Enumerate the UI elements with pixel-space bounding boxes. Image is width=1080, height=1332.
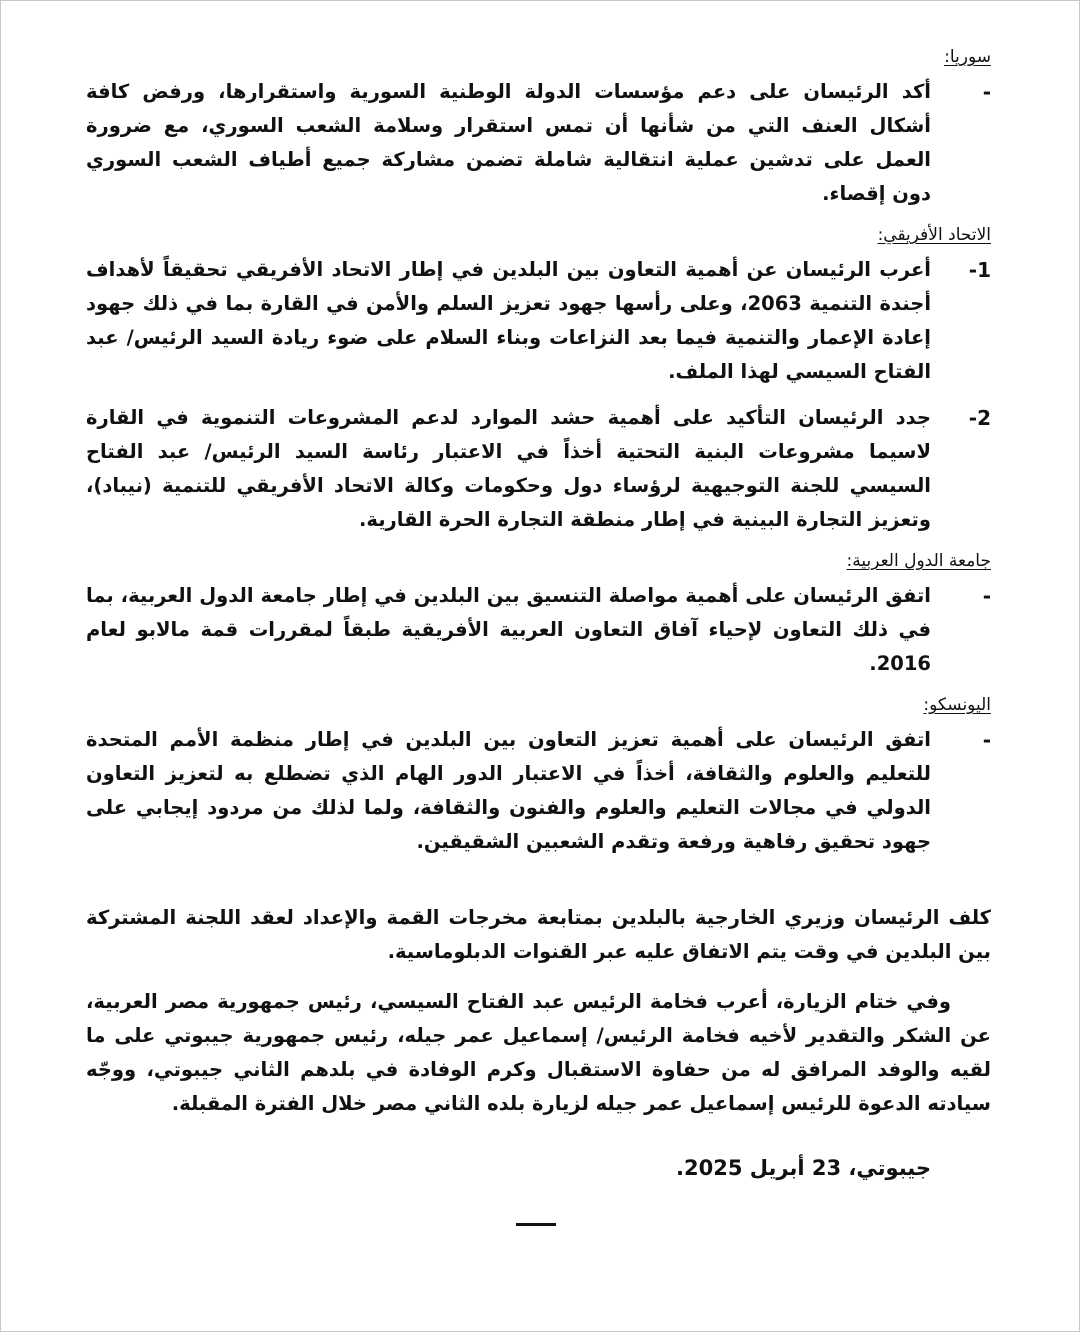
list-item-text: أكد الرئيسان على دعم مؤسسات الدولة الوطنية السورية واستقرارها، ورفض كافة أشكال العنف التي من شأنها أن تمس استقرار وسلامة الشعب السوري، مع ضرورة العمل على تدشين عملية انتقالية شاملة تضمن مشاركة جميع أطياف الشعب السوري دون إقصاء. (86, 80, 931, 205)
list-item-text: أعرب الرئيسان عن أهمية التعاون بين البلدين في إطار الاتحاد الأفريقي تحقيقاً لأهداف أجندة التنمية 2063، وعلى رأسها جهود تعزيز السلم والأمن في القارة بما في ذلك جهود إعادة الإعمار والتنمية فيما بعد النزاعات وبناء السلام على ضوء ريادة السيد الرئيس/ عبد الفتاح السيسي لهذا الملف. (86, 258, 931, 383)
list-item (86, 723, 991, 859)
list-marker: 1- (968, 258, 991, 282)
section-heading: اليونسكو: (923, 695, 991, 715)
closing-paragraph: وفي ختام الزيارة، أعرب فخامة الرئيس عبد الفتاح السيسي، رئيس جمهورية مصر العربية، عن الشكر والتقدير لأخيه فخامة الرئيس/ إسماعيل عمر جيله، رئيس جمهورية جيبوتي على ما لقيه والوفد المرافق له من حفاوة الاستقبال وكرم الوفادة في بلدهم الثاني جيبوتي، ووجّه سيادته الدعوة للرئيس إسماعيل عمر جيله لزيارة بلده الثاني مصر خلال الفترة المقبلة. (86, 990, 991, 1115)
list-item (86, 75, 991, 211)
section-syria (86, 45, 991, 211)
list-item (86, 579, 991, 681)
list-marker: 2- (968, 406, 991, 430)
list-marker: - (982, 584, 991, 608)
section-african-union (86, 223, 991, 537)
date-line: جيبوتي، 23 أبريل 2025. (676, 1156, 931, 1180)
section-arab-league (86, 549, 991, 681)
list-item-text: اتفق الرئيسان على أهمية مواصلة التنسيق بين البلدين في إطار جامعة الدول العربية، بما في ذلك التعاون لإحياء آفاق التعاون العربية الأفريقية طبقاً لمقررات قمة مالابو لعام 2016. (86, 584, 931, 675)
list-item-text: جدد الرئيسان التأكيد على أهمية حشد الموارد لدعم المشروعات التنموية في القارة لاسيما مشروعات البنية التحتية أخذاً في الاعتبار رئاسة السيد الرئيس/ عبد الفتاح السيسي للجنة التوجيهية لرؤساء دول وحكومات وكالة الاتحاد الأفريقي للتنمية (نيباد)، وتعزيز التجارة البينية في إطار منطقة التجارة الحرة القارية. (86, 406, 931, 531)
list-item-text: اتفق الرئيسان على أهمية تعزيز التعاون بين البلدين في إطار منظمة الأمم المتحدة للتعليم والعلوم والثقافة، أخذاً في الاعتبار الدور الهام الذي تضطلع به لتعزيز التعاون الدولي في مجالات التعليم والعلوم والفنون والثقافة، ولما لذلك من مردود إيجابي على جهود تحقيق رفاهية ورفعة وتقدم الشعبين الشقيقين. (86, 728, 931, 853)
section-unesco (86, 693, 991, 859)
list-marker: - (982, 728, 991, 752)
list-marker: - (982, 80, 991, 104)
end-mark (516, 1223, 556, 1226)
section-heading: سوريا: (944, 47, 991, 67)
closing-paragraph: كلف الرئيسان وزيري الخارجية بالبلدين بمتابعة مخرجات القمة والإعداد لعقد اللجنة المشتركة بين البلدين في وقت يتم الاتفاق عليه عبر القنوات الدبلوماسية. (86, 906, 991, 963)
list-item (86, 401, 991, 537)
section-heading: الاتحاد الأفريقي: (877, 225, 991, 245)
spacer (86, 871, 991, 901)
list-item (86, 253, 991, 389)
section-heading: جامعة الدول العربية: (846, 551, 991, 571)
document-body (86, 45, 991, 1185)
